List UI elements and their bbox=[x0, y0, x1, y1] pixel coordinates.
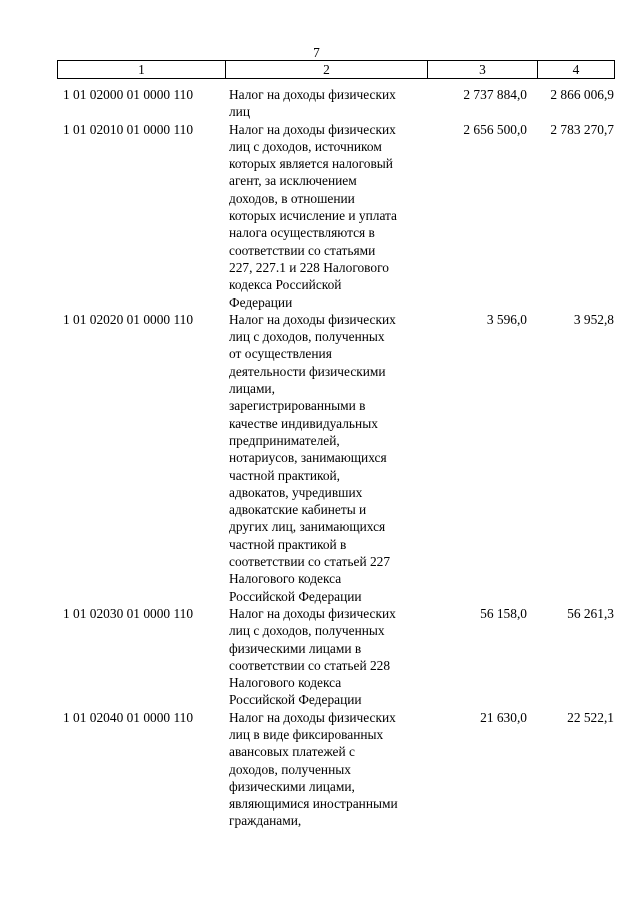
column-header-4: 4 bbox=[538, 61, 615, 79]
income-name-line: адвокатские кабинеты и bbox=[229, 502, 367, 518]
income-name-line: зарегистрированными в bbox=[229, 398, 366, 414]
income-name-line: авансовых платежей с bbox=[229, 744, 355, 760]
income-name-line: других лиц, занимающихся bbox=[229, 519, 386, 535]
amount-column-3: 56 158,0 bbox=[480, 605, 527, 621]
income-name-line: кодекса Российской bbox=[229, 277, 342, 293]
income-name-line: которых является налоговый bbox=[229, 156, 393, 172]
income-name-line: лицами, bbox=[229, 381, 275, 397]
income-name-line: Налог на доходы физических bbox=[229, 311, 396, 327]
revenue-table-body bbox=[57, 86, 614, 830]
amount-column-4: 2 866 006,9 bbox=[550, 87, 614, 102]
income-name bbox=[225, 121, 427, 311]
amount-column-4: 56 261,3 bbox=[567, 605, 614, 621]
income-name-line: доходов, в отношении bbox=[229, 190, 355, 206]
column-header-1: 1 bbox=[58, 61, 226, 79]
income-name-line: адвокатов, учредивших bbox=[229, 484, 363, 500]
income-name-line: агент, за исключением bbox=[229, 173, 357, 189]
income-name-line: лиц в виде фиксированных bbox=[229, 726, 384, 742]
amount-column-4: 22 522,1 bbox=[567, 709, 614, 725]
income-name-line: Налогового кодекса bbox=[229, 571, 342, 587]
income-name-line: доходов, полученных bbox=[229, 761, 351, 777]
income-name bbox=[225, 86, 427, 121]
table-row bbox=[57, 121, 614, 311]
income-name-line: 227, 227.1 и 228 Налогового bbox=[229, 259, 389, 275]
income-name bbox=[225, 709, 427, 830]
income-name-line: частной практикой в bbox=[229, 536, 347, 552]
income-name-line: Российской Федерации bbox=[229, 692, 362, 708]
income-name bbox=[225, 311, 427, 605]
amount-column-3: 21 630,0 bbox=[480, 709, 527, 725]
income-name-line: Налог на доходы физических bbox=[229, 605, 396, 621]
income-name-line: соответствии со статьей 228 bbox=[229, 657, 391, 673]
income-name-line: Налог на доходы физических bbox=[229, 87, 396, 102]
income-name-line: лиц с доходов, полученных bbox=[229, 329, 385, 345]
income-name-line: Налог на доходы физических bbox=[229, 709, 396, 725]
income-name-line: лиц с доходов, полученных bbox=[229, 623, 385, 639]
column-header-row bbox=[58, 61, 615, 79]
income-name-line: являющимися иностранными bbox=[229, 796, 398, 812]
table-row bbox=[57, 605, 614, 709]
budget-classification-code: 1 01 02000 01 0000 110 bbox=[63, 87, 194, 102]
income-name-line: Федерации bbox=[229, 294, 293, 310]
income-name-line: предпринимателей, bbox=[229, 432, 340, 448]
income-name-line: которых исчисление и уплата bbox=[229, 208, 397, 224]
column-header-table bbox=[57, 60, 615, 79]
amount-column-3: 2 656 500,0 bbox=[463, 121, 527, 137]
income-name bbox=[225, 605, 427, 709]
budget-classification-code: 1 01 02040 01 0000 110 bbox=[63, 709, 194, 725]
income-name-line: соответствии со статьями bbox=[229, 242, 376, 258]
table-row bbox=[57, 86, 614, 121]
revenue-table bbox=[57, 86, 614, 830]
income-name-line: налога осуществляются в bbox=[229, 225, 375, 241]
income-name-line: нотариусов, занимающихся bbox=[229, 450, 387, 466]
income-name-line: Налог на доходы физических bbox=[229, 121, 396, 137]
income-name-line: физическими лицами, bbox=[229, 778, 355, 794]
income-name-line: Налогового кодекса bbox=[229, 675, 342, 691]
income-name-line: соответствии со статьей 227 bbox=[229, 554, 391, 570]
table-row bbox=[57, 311, 614, 605]
amount-column-4: 3 952,8 bbox=[573, 311, 614, 327]
income-name-line: Российской Федерации bbox=[229, 588, 362, 604]
table-row bbox=[57, 709, 614, 830]
income-name-line: физическими лицами в bbox=[229, 640, 362, 656]
income-name-line: качестве индивидуальных bbox=[229, 415, 378, 431]
amount-column-4: 2 783 270,7 bbox=[550, 121, 614, 137]
income-name-line: лиц bbox=[229, 104, 251, 120]
page-number: 7 bbox=[313, 45, 320, 60]
income-name-line: от осуществления bbox=[229, 346, 332, 362]
amount-column-3: 3 596,0 bbox=[486, 311, 527, 327]
column-header-3: 3 bbox=[428, 61, 538, 79]
income-name-line: частной практикой, bbox=[229, 467, 341, 483]
column-header-2: 2 bbox=[226, 61, 428, 79]
amount-column-3: 2 737 884,0 bbox=[463, 87, 527, 102]
income-name-line: деятельности физическими bbox=[229, 363, 386, 379]
budget-classification-code: 1 01 02010 01 0000 110 bbox=[63, 121, 194, 137]
income-name-line: гражданами, bbox=[229, 813, 302, 829]
budget-classification-code: 1 01 02020 01 0000 110 bbox=[63, 311, 194, 327]
budget-classification-code: 1 01 02030 01 0000 110 bbox=[63, 605, 194, 621]
income-name-line: лиц с доходов, источником bbox=[229, 138, 382, 154]
